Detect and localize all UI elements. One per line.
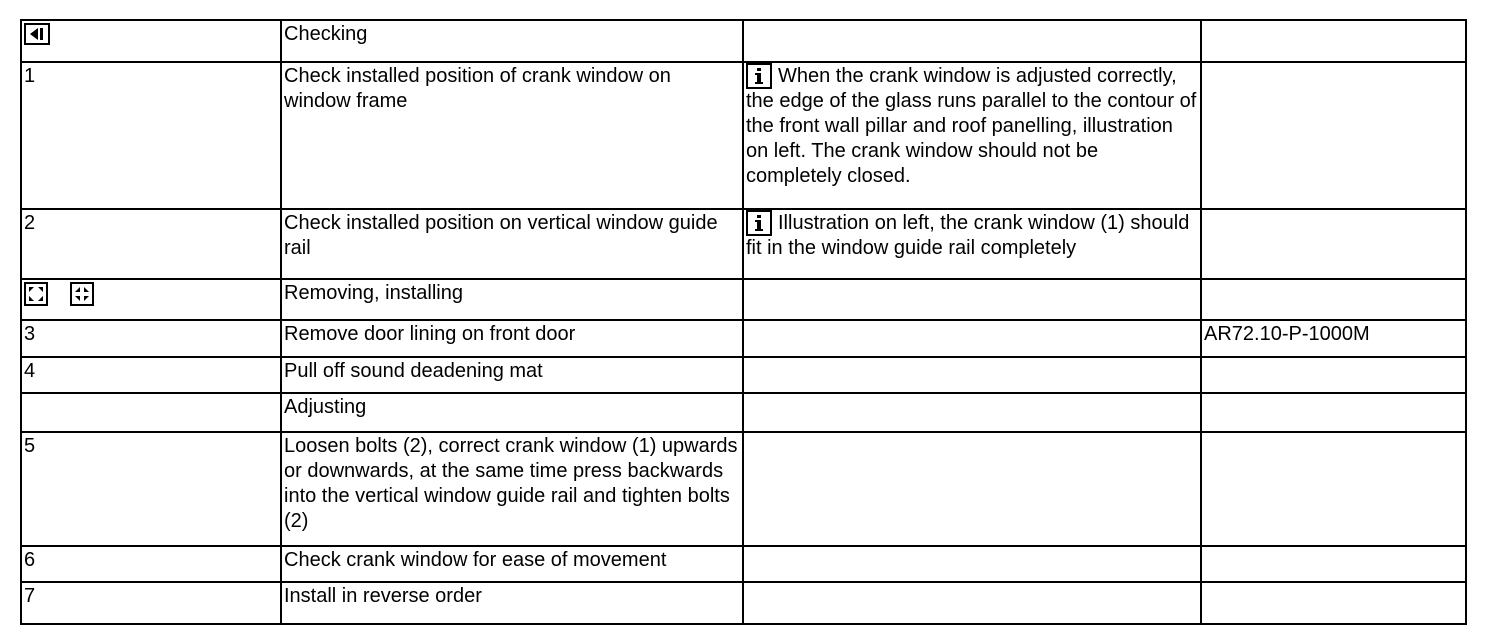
table-row <box>21 20 1466 62</box>
step-note: Illustration on left, the crank window (1) should fit in the window guide rail completely <box>746 212 1190 259</box>
step-text: Install in reverse order <box>281 582 743 624</box>
step-reference <box>1201 357 1466 393</box>
remove-icon <box>24 282 48 306</box>
step-reference <box>1201 582 1466 624</box>
step-number: 3 <box>21 320 281 357</box>
step-note <box>743 432 1201 546</box>
step-note <box>743 320 1201 357</box>
step-note <box>743 546 1201 582</box>
table-row <box>21 393 1466 432</box>
step-text: Pull off sound deadening mat <box>281 357 743 393</box>
step-note <box>743 357 1201 393</box>
step-reference <box>1201 546 1466 582</box>
step-text: Loosen bolts (2), correct crank window (1) upwards or downwards, at the same time press backwards into the vertical window guide rail and tighten bolts (2) <box>281 432 743 546</box>
step-note-cell <box>743 62 1201 209</box>
step-reference <box>1201 432 1466 546</box>
step-note <box>743 393 1201 432</box>
step-note-cell <box>743 209 1201 279</box>
table-row <box>21 279 1466 320</box>
step-text: Removing, installing <box>281 279 743 320</box>
table-row <box>21 582 1466 624</box>
step-note <box>743 20 1201 62</box>
step-number: 1 <box>21 62 281 209</box>
step-reference <box>1201 20 1466 62</box>
table-row <box>21 209 1466 279</box>
step-text: Adjusting <box>281 393 743 432</box>
install-icon <box>70 282 94 306</box>
step-note: When the crank window is adjusted correctly, the edge of the glass runs parallel to the contour of the front wall pillar and roof panelling, illustration on left. The crank window should not be completely closed. <box>746 65 1197 187</box>
info-icon <box>746 63 772 89</box>
step-number: 6 <box>21 546 281 582</box>
table-row <box>21 62 1466 209</box>
table-row <box>21 432 1466 546</box>
step-number: 7 <box>21 582 281 624</box>
procedure-table <box>20 19 1467 625</box>
table-row <box>21 546 1466 582</box>
step-number: 5 <box>21 432 281 546</box>
step-number: 2 <box>21 209 281 279</box>
step-text: Checking <box>281 20 743 62</box>
step-number-cell <box>21 279 281 320</box>
step-reference <box>1201 279 1466 320</box>
step-number <box>21 393 281 432</box>
step-note <box>743 582 1201 624</box>
step-reference <box>1201 209 1466 279</box>
info-icon <box>746 210 772 236</box>
step-number: 4 <box>21 357 281 393</box>
step-text: Check installed position of crank window on window frame <box>281 62 743 209</box>
table-row <box>21 320 1466 357</box>
step-text: Remove door lining on front door <box>281 320 743 357</box>
step-reference <box>1201 62 1466 209</box>
step-text: Check installed position on vertical window guide rail <box>281 209 743 279</box>
step-note <box>743 279 1201 320</box>
step-reference <box>1201 393 1466 432</box>
step-number-cell <box>21 20 281 62</box>
checking-icon <box>24 23 50 45</box>
step-reference-link[interactable]: AR72.10-P-1000M <box>1201 320 1466 357</box>
table-row <box>21 357 1466 393</box>
step-text: Check crank window for ease of movement <box>281 546 743 582</box>
